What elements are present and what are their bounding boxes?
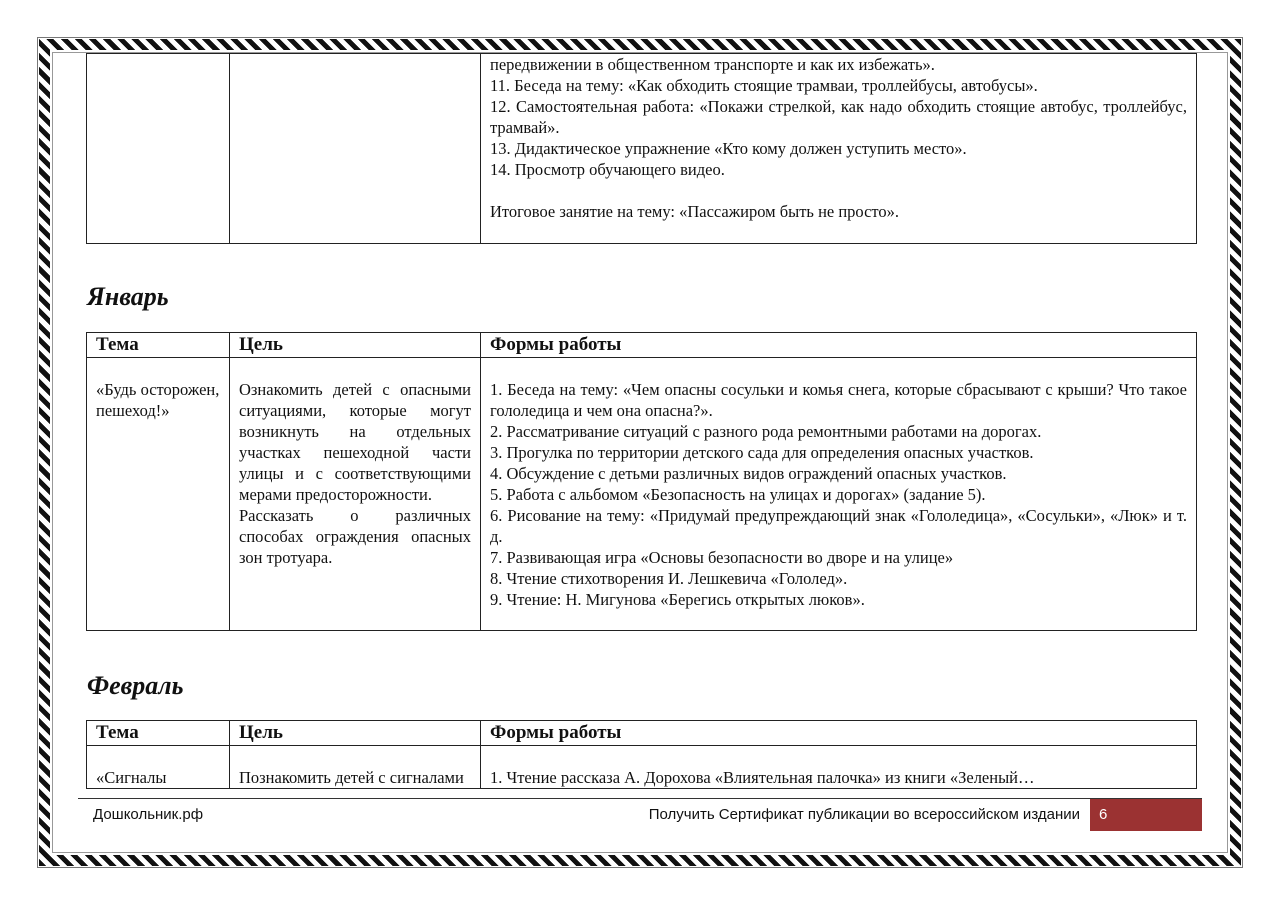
list-item: 8. Чтение стихотворения И. Лешкевича «Гололед».	[490, 569, 848, 588]
header-forms: Формы работы	[481, 333, 1197, 358]
topic-text: «Сигналы	[96, 768, 167, 787]
final-lesson: Итоговое занятие на тему: «Пассажиром быть не просто».	[490, 202, 900, 221]
goal-text: Ознакомить детей с опасными ситуациями, которые могут возникнуть на отдельных участках пешеходной части улицы и с соответствующими мерами предосторожности.	[239, 380, 471, 504]
january-table	[86, 332, 1197, 631]
header-goal: Цель	[230, 721, 481, 746]
topic-cell	[87, 746, 230, 789]
list-item: 13. Дидактическое упражнение «Кто кому должен уступить место».	[490, 139, 967, 158]
list-item: 3. Прогулка по территории детского сада для определения опасных участков.	[490, 443, 1034, 462]
forms-cell	[481, 746, 1197, 789]
table-row	[87, 358, 1197, 631]
goal-text: Познакомить детей с сигналами	[239, 768, 464, 787]
topic-cell	[87, 358, 230, 631]
list-item: 2. Рассматривание ситуаций с разного рода ремонтными работами на дорогах.	[490, 422, 1042, 441]
table-row	[87, 746, 1197, 789]
list-item: 6. Рисование на тему: «Придумай предупреждающий знак «Гололедица», «Сосульки», «Люк» и т. д.	[490, 506, 1187, 546]
footer-divider	[78, 798, 1202, 799]
goal-cell	[230, 358, 481, 631]
february-heading: Февраль	[87, 671, 184, 700]
list-item: передвижении в общественном транспорте и как их избежать».	[490, 55, 935, 74]
list-item: 1. Чтение рассказа А. Дорохова «Влиятельная палочка» из книги «Зеленый…	[490, 768, 1035, 787]
page-number-badge: 6	[1090, 799, 1202, 831]
goal-text: Рассказать о различных способах ограждения опасных зон тротуара.	[239, 506, 471, 567]
february-table	[86, 720, 1197, 789]
header-goal: Цель	[230, 333, 481, 358]
list-item: 12. Самостоятельная работа: «Покажи стрелкой, как надо обходить стоящие автобус, троллейбус, трамвай».	[490, 97, 1187, 137]
header-topic: Тема	[87, 721, 230, 746]
topic-cell	[87, 54, 230, 244]
footer-site-name[interactable]: Дошкольник.рф	[93, 806, 204, 823]
table-header-row	[87, 333, 1197, 358]
goal-cell	[230, 746, 481, 789]
list-item: 14. Просмотр обучающего видео.	[490, 160, 725, 179]
table-header-row	[87, 721, 1197, 746]
topic-text: «Будь осторожен, пешеход!»	[96, 380, 220, 420]
list-item: 4. Обсуждение с детьми различных видов ограждений опасных участков.	[490, 464, 1007, 483]
december-table-continued	[86, 53, 1197, 244]
list-item: 9. Чтение: Н. Мигунова «Берегись открытых люков».	[490, 590, 865, 609]
table-row	[87, 54, 1197, 244]
january-heading: Январь	[87, 282, 169, 311]
header-topic: Тема	[87, 333, 230, 358]
goal-cell	[230, 54, 481, 244]
header-forms: Формы работы	[481, 721, 1197, 746]
list-item: 5. Работа с альбомом «Безопасность на улицах и дорогах» (задание 5).	[490, 485, 986, 504]
forms-cell	[481, 54, 1197, 244]
forms-cell	[481, 358, 1197, 631]
list-item: 7. Развивающая игра «Основы безопасности во дворе и на улице»	[490, 548, 954, 567]
footer-certificate-link[interactable]: Получить Сертификат публикации во всероссийском издании	[648, 806, 1080, 823]
list-item: 1. Беседа на тему: «Чем опасны сосульки и комья снега, которые сбрасывают с крыши? Что такое гололедица и чем она опасна?».	[490, 380, 1187, 420]
list-item: 11. Беседа на тему: «Как обходить стоящие трамваи, троллейбусы, автобусы».	[490, 76, 1038, 95]
